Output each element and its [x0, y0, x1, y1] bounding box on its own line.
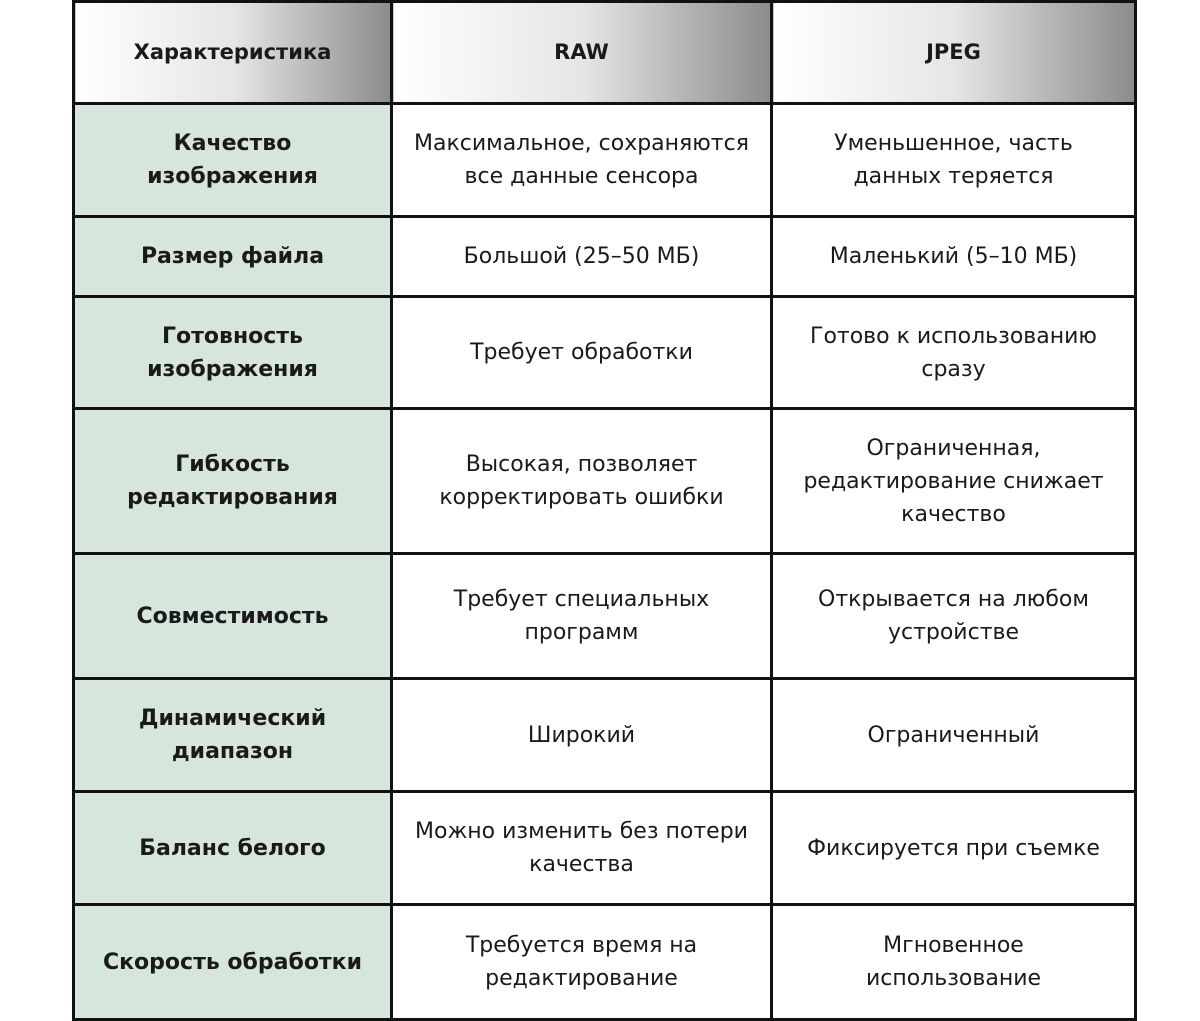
table-row: [74, 792, 1136, 905]
header-raw: RAW: [392, 2, 772, 104]
raw-cell: Можно изменить без потери качества: [392, 792, 772, 905]
header-row: [74, 2, 1136, 104]
jpeg-cell: Ограниченный: [772, 679, 1136, 792]
raw-cell: Большой (25–50 МБ): [392, 217, 772, 297]
raw-cell: Требует обработки: [392, 297, 772, 409]
raw-cell: Требуется время на редактирование: [392, 905, 772, 1020]
table-row: [74, 905, 1136, 1020]
feature-cell: Динамический диапазон: [74, 679, 392, 792]
feature-cell: Размер файла: [74, 217, 392, 297]
table-row: [74, 554, 1136, 679]
jpeg-cell: Маленький (5–10 МБ): [772, 217, 1136, 297]
feature-cell: Скорость обработки: [74, 905, 392, 1020]
feature-cell: Гибкость редактирования: [74, 409, 392, 554]
jpeg-cell: Уменьшенное, часть данных теряется: [772, 104, 1136, 217]
jpeg-cell: Мгновенное использование: [772, 905, 1136, 1020]
jpeg-cell: Готово к использованию сразу: [772, 297, 1136, 409]
feature-cell: Совместимость: [74, 554, 392, 679]
table-row: [74, 217, 1136, 297]
table-row: [74, 409, 1136, 554]
jpeg-cell: Открывается на любом устройстве: [772, 554, 1136, 679]
feature-cell: Качество изображения: [74, 104, 392, 217]
header-feature: Характеристика: [74, 2, 392, 104]
raw-cell: Высокая, позволяет корректировать ошибки: [392, 409, 772, 554]
raw-cell: Максимальное, сохраняются все данные сенсора: [392, 104, 772, 217]
feature-cell: Готовность изображения: [74, 297, 392, 409]
raw-cell: Широкий: [392, 679, 772, 792]
table-row: [74, 679, 1136, 792]
raw-cell: Требует специальных программ: [392, 554, 772, 679]
table-row: [74, 104, 1136, 217]
jpeg-cell: Ограниченная, редактирование снижает качество: [772, 409, 1136, 554]
header-jpeg: JPEG: [772, 2, 1136, 104]
jpeg-cell: Фиксируется при съемке: [772, 792, 1136, 905]
comparison-table: [72, 0, 1137, 1021]
table-row: [74, 297, 1136, 409]
feature-cell: Баланс белого: [74, 792, 392, 905]
